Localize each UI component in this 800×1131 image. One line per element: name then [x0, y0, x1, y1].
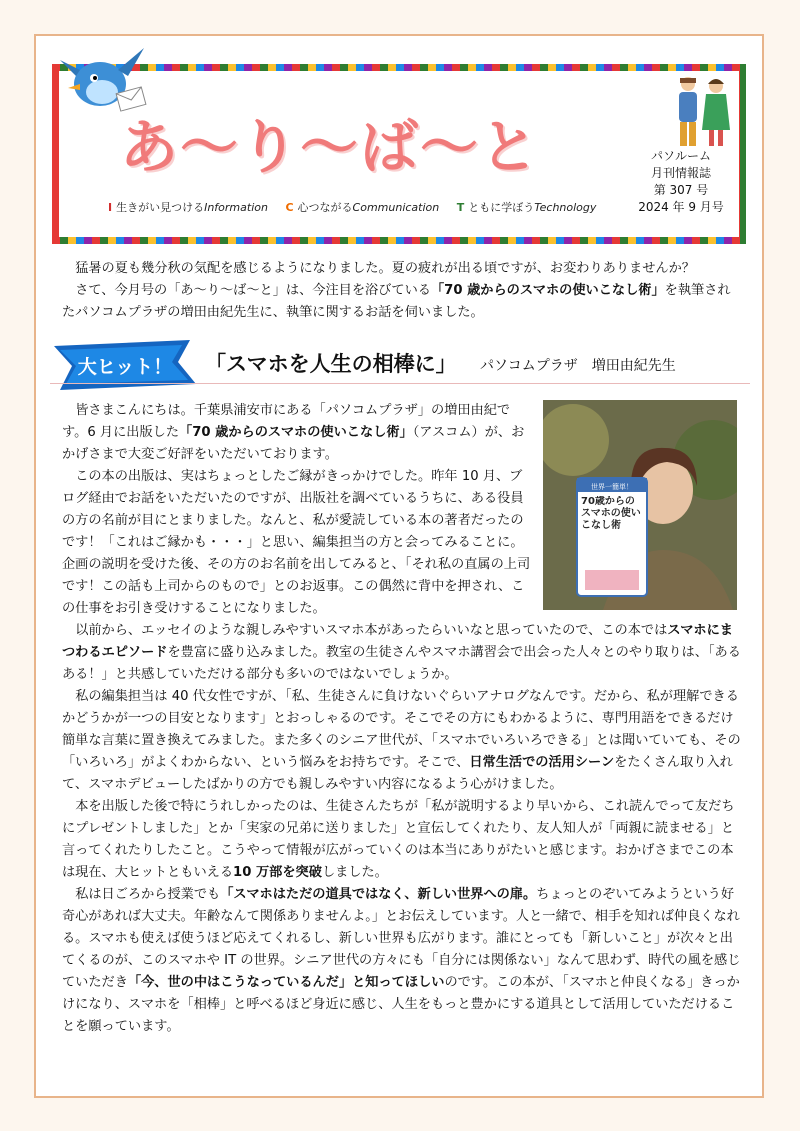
- article-body-bottom: [62, 620, 742, 1038]
- article-paragraph: この本の出版は、実はちょっとしたご縁がきっかけでした。昨年 10 月、ブログ経由でお話をいただいたのですが、出版社を調べているうちに、ある役員の方の名前が目にとまりました。なんと、私が愛読している本の著者だったのです！「これはご縁かも・・・」と思い、編集担当の方と会ってみることに。企画の説明を受けた後、その方のお名前を出してみると、「それ私の直属の上司です！この話も上司からのもので」とのお返事。この偶然に背中を押され、この仕事をお引き受けすることになりました。: [62, 469, 531, 616]
- article-headline: 「スマホを人生の相棒に」: [205, 352, 457, 376]
- article-paragraph: 以前から、エッセイのような親しみやすいスマホ本があったらいいなと思っていたので、この本ではスマホにまつわるエピソードを豊富に盛り込みました。教室の生徒さんやスマホ講習会で出会った人々とのやり取りは、「あるある！」と共感していただける部分も多いのではないでしょうか。: [62, 623, 741, 682]
- newsletter-title: あ～り～ば～と: [120, 113, 541, 181]
- book-banner-text: 世界一簡単！: [591, 483, 633, 491]
- book-title-text: 70歳からのスマホの使いこなし術: [581, 496, 641, 531]
- tagline-key-i: I: [108, 201, 113, 214]
- badge-text: 大ヒット！: [77, 356, 173, 378]
- issue-info: [626, 148, 736, 216]
- tagline: I 生きがい見つけるInformation C 心つながるCommunication T ともに学ぼうTechnology: [108, 201, 597, 214]
- issue-date: 2024 年 9 月号: [638, 200, 724, 214]
- publication-type: 月刊情報誌: [650, 166, 711, 180]
- article-body-top: [62, 400, 532, 620]
- intro-paragraph: さて、今月号の「あ～り～ば～と」は、今注目を浴びている「70 歳からのスマホの使いこなし術」を執筆されたパソコムプラザの増田由紀先生に、執筆に関するお話を伺いました。: [62, 283, 731, 320]
- article-byline: パソコムプラザ 増田由紀先生: [480, 358, 676, 374]
- tagline-key-c: C: [285, 201, 294, 214]
- tagline-key-t: T: [456, 201, 465, 214]
- article-paragraph: 私の編集担当は 40 代女性ですが、「私、生徒さんに負けないぐらいアナログなんです。だから、私が理解できるかどうかが一つの目安となります」とおっしゃるのです。そこでその方にもわかるように、専門用語をできるだけ簡単な言葉に置き換えてみました。また多くのシニア世代が、「スマホでいろいろできる」とは聞いていても、その「いろいろ」がよくわからない、という悩みをお持ちです。そこで、日常生活での活用シーンをたくさん取り入れて、スマホデビューしたばかりの方でも親しみやすい内容になるよう心がけました。: [62, 689, 741, 792]
- headline-divider: [50, 383, 750, 384]
- publisher: パソルーム: [650, 149, 711, 163]
- article-paragraph: 私は日ごろから授業でも「スマホはただの道具ではなく、新しい世界への扉。ちょっとのぞいてみようという好奇心があれば大丈夫。年齢なんて関係ありませんよ。」とお伝えしています。人と一緒で、相手を知れば仲良くなれる。スマホも使えば使うほど応えてくれるし、新しい世界も広がります。誰にとっても「新しいこと」が次々と出てくるのが、このスマホや IT の世界。シニア世代の方々にも「自分には関係ない」なんて思わず、時代の風を感じていただき「今、世の中はこうなっているんだ」と知ってほしいのです。この本が、「スマホと仲良くなる」きっかけになり、スマホを「相棒」と呼べるほど身近に感じ、人生をもっと豊かにする道具として活用していただけることを願っています。: [62, 887, 741, 1034]
- couple-illustration-icon: [668, 74, 738, 150]
- article-paragraph: 皆さまこんにちは。千葉県浦安市にある「パソコムプラザ」の増田由紀です。6 月に出版した「70 歳からのスマホの使いこなし術」（アスコム）が、おかげさまで大変ご好評をいただいております。: [62, 403, 525, 462]
- issue-number: 第 307 号: [653, 183, 709, 197]
- author-photo: [543, 400, 737, 610]
- article-paragraph: 本を出版した後で特にうれしかったのは、生徒さんたちが「私が説明するより早いから、これ読んでって友だちにプレゼントしました」とか「実家の兄弟に送りました」と宣伝してくれたり、友人知人が「両親に読ませる」と言ってくれたりしたこと。こうやって情報が広がっていくのは本当にありがたいと感じます。おかげさまでこの本は現在、大ヒットともいえる10 万部を突破しました。: [62, 799, 735, 880]
- intro-paragraph: 猛暑の夏も幾分秋の気配を感じるようになりました。夏の疲れが出る頃ですが、お変わりありませんか？: [75, 261, 695, 276]
- intro-text: [62, 258, 742, 324]
